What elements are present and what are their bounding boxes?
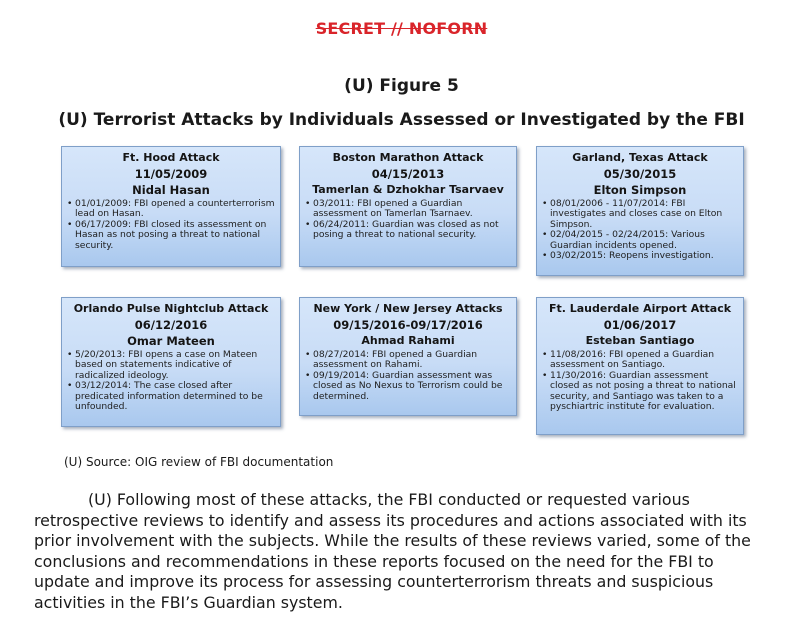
card-bullet: • 03/02/2015: Reopens investigation. bbox=[542, 251, 738, 261]
card-bullet-list bbox=[542, 350, 738, 412]
card-bullet: • 11/30/2016: Guardian assessment closed as not posing a threat to national security, and Santiago was taken to a pyschiartric institute for evaluation. bbox=[542, 371, 738, 413]
card-title: Garland, Texas Attack bbox=[572, 151, 708, 164]
card-bullet-list bbox=[67, 199, 275, 251]
attack-card-garland-texas bbox=[536, 146, 744, 276]
card-subject: Esteban Santiago bbox=[585, 334, 695, 347]
card-subject: Nidal Hasan bbox=[132, 183, 210, 197]
card-title: New York / New Jersey Attacks bbox=[313, 302, 503, 315]
card-bullet: • 06/17/2009: FBI closed its assessment on Hasan as not posing a threat to national security. bbox=[67, 220, 275, 251]
card-title: Ft. Lauderdale Airport Attack bbox=[548, 302, 732, 315]
attack-card-new-york-new-jersey bbox=[299, 297, 517, 416]
card-date: 01/06/2017 bbox=[603, 318, 677, 332]
card-bullet: • 08/27/2014: FBI opened a Guardian assessment on Rahami. bbox=[305, 350, 511, 371]
card-date: 09/15/2016-09/17/2016 bbox=[333, 318, 483, 332]
card-subject: Omar Mateen bbox=[127, 334, 215, 348]
card-bullet: • 11/08/2016: FBI opened a Guardian assessment on Santiago. bbox=[542, 350, 738, 371]
card-bullet: • 5/20/2013: FBI opens a case on Mateen based on statements indicative of radicalized ideology. bbox=[67, 350, 275, 381]
attack-card-boston-marathon bbox=[299, 146, 517, 267]
card-date: 11/05/2009 bbox=[134, 167, 208, 181]
card-title: Ft. Hood Attack bbox=[122, 151, 220, 164]
attack-card-orlando-pulse bbox=[61, 297, 281, 427]
card-bullet-list bbox=[305, 350, 511, 402]
card-bullet: • 03/2011: FBI opened a Guardian assessment on Tamerlan Tsarnaev. bbox=[305, 199, 511, 220]
card-bullet-list bbox=[67, 350, 275, 412]
card-subject: Ahmad Rahami bbox=[361, 334, 455, 347]
figure-title: (U) Terrorist Attacks by Individuals Assessed or Investigated by the FBI bbox=[58, 110, 745, 130]
card-bullet: • 02/04/2015 - 02/24/2015: Various Guardian incidents opened. bbox=[542, 230, 738, 251]
card-subject: Tamerlan & Dzhokhar Tsarvaev bbox=[312, 183, 504, 196]
card-date: 05/30/2015 bbox=[603, 167, 677, 181]
card-bullet-list bbox=[305, 199, 511, 241]
card-subject: Elton Simpson bbox=[593, 183, 687, 197]
card-title: Orlando Pulse Nightclub Attack bbox=[73, 302, 269, 315]
attack-card-ft-hood bbox=[61, 146, 281, 267]
figure-source: (U) Source: OIG review of FBI documentation bbox=[64, 455, 334, 469]
body-paragraph bbox=[34, 490, 774, 614]
card-bullet: • 08/01/2006 - 11/07/2014: FBI investigates and closes case on Elton Simpson. bbox=[542, 199, 738, 230]
classification-marking: SECRET // NOFORN bbox=[315, 19, 488, 38]
card-date: 06/12/2016 bbox=[134, 318, 208, 332]
attack-card-ft-lauderdale bbox=[536, 297, 744, 435]
card-bullet: • 09/19/2014: Guardian assessment was closed as No Nexus to Terrorism could be determined. bbox=[305, 371, 511, 402]
card-bullet: • 03/12/2014: The case closed after predicated information determined to be unfounded. bbox=[67, 381, 275, 412]
figure-label: (U) Figure 5 bbox=[344, 76, 459, 96]
card-date: 04/15/2013 bbox=[371, 167, 445, 181]
card-title: Boston Marathon Attack bbox=[332, 151, 484, 164]
card-bullet: • 06/24/2011: Guardian was closed as not posing a threat to national security. bbox=[305, 220, 511, 241]
card-bullet: • 01/01/2009: FBI opened a counterterrorism lead on Hasan. bbox=[67, 199, 275, 220]
paragraph-text: (U) Following most of these attacks, the FBI conducted or requested various retrospective reviews to identify and assess its procedures and actions associated with its prior involvement with the subjects. While the results of these reviews varied, some of the conclusions and recommendations in these reports focused on the need for the FBI to update and improve its process for assessing counterterrorism threats and suspicious activities in the FBI’s Guardian system. bbox=[34, 490, 751, 612]
card-bullet-list bbox=[542, 199, 738, 261]
